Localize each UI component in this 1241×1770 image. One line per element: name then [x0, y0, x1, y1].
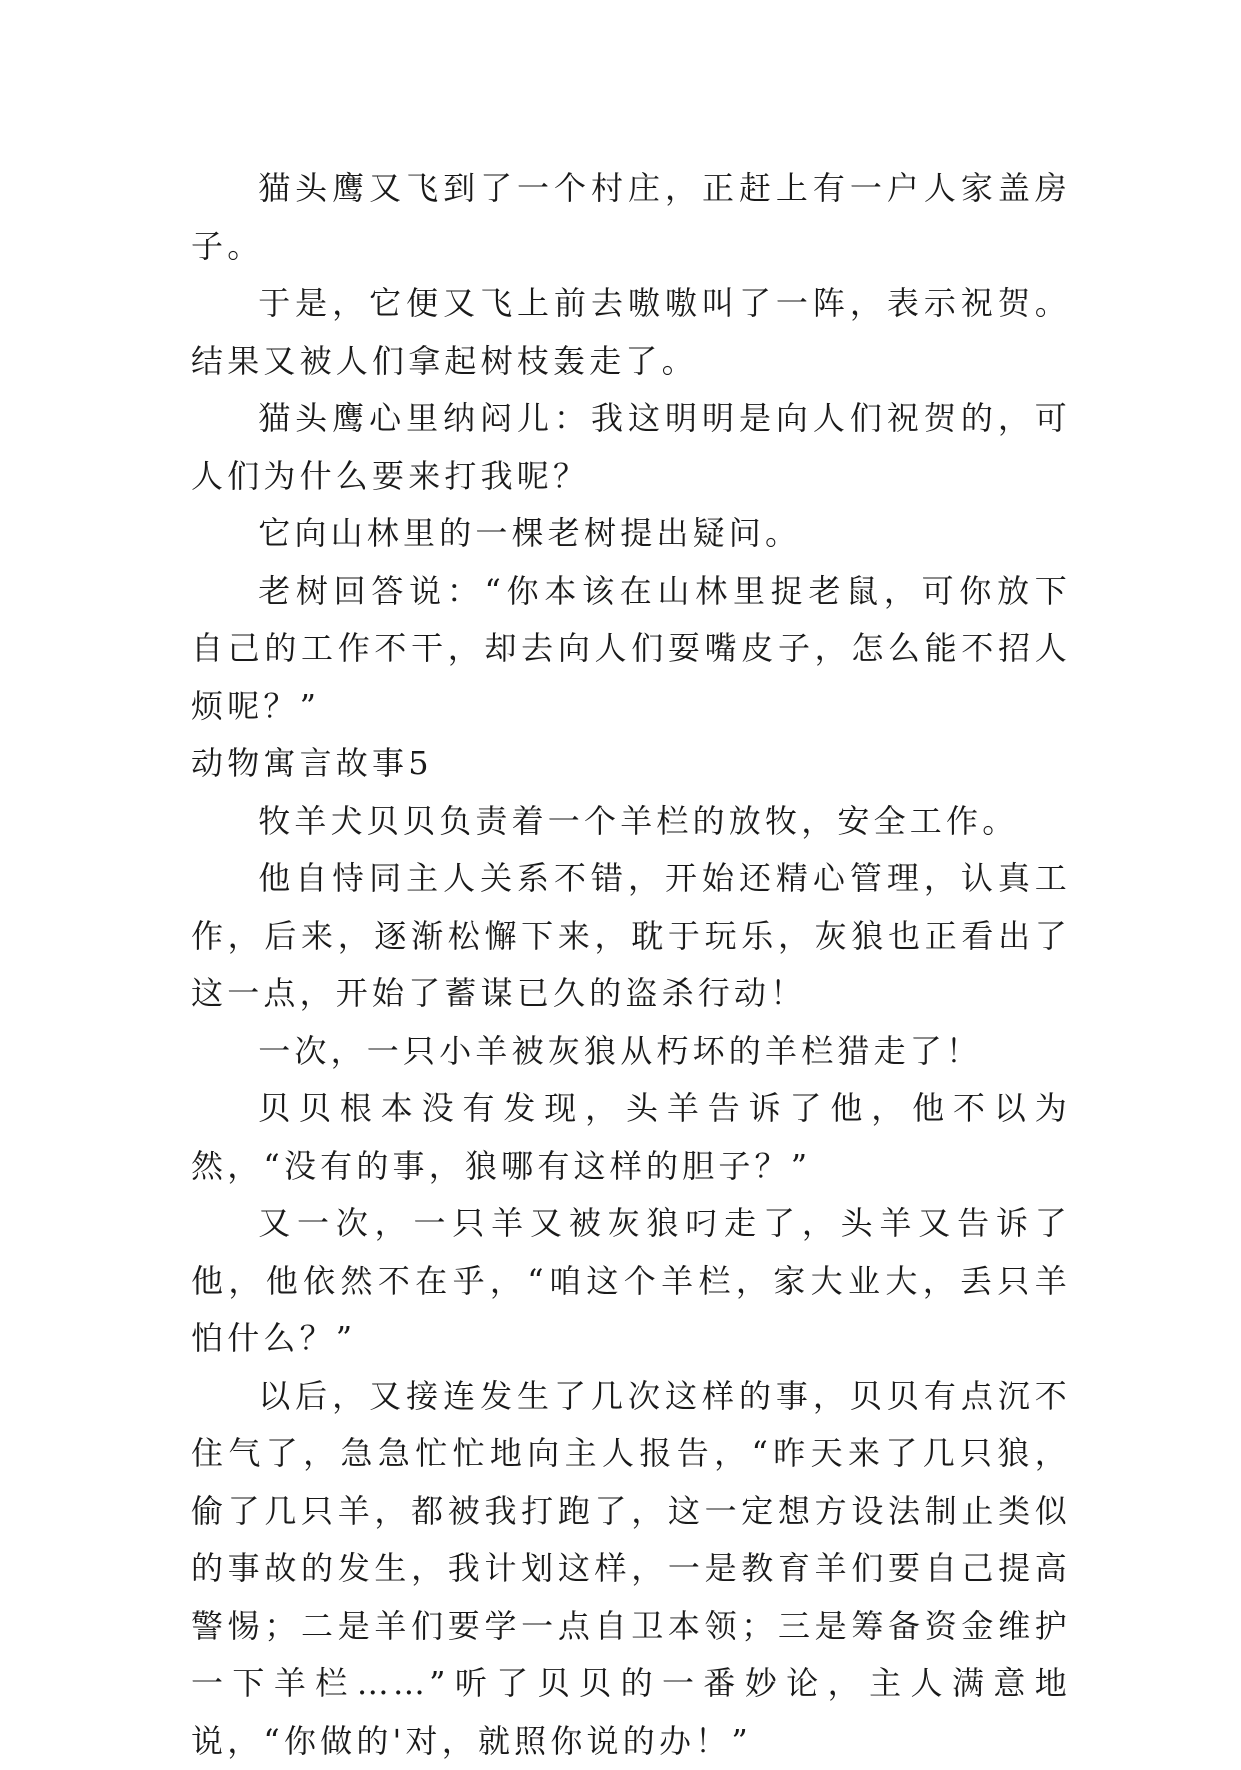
section-heading: 动物寓言故事5 [191, 735, 1071, 793]
paragraph: 又一次，一只羊又被灰狼叼走了，头羊又告诉了他，他依然不在乎，“咱这个羊栏，家大业大，丢只羊怕什么？” [191, 1195, 1071, 1368]
paragraph: 于是，它便又飞上前去嗷嗷叫了一阵，表示祝贺。结果又被人们拿起树枝轰走了。 [191, 275, 1071, 390]
paragraph: 贝贝根本没有发现，头羊告诉了他，他不以为然，“没有的事，狼哪有这样的胆子？” [191, 1080, 1071, 1195]
paragraph: 牧羊犬贝贝负责着一个羊栏的放牧，安全工作。 [191, 793, 1071, 851]
paragraph: 老树回答说：“你本该在山林里捉老鼠，可你放下自己的工作不干，却去向人们耍嘴皮子，怎么能不招人烦呢？” [191, 563, 1071, 736]
document-body [191, 160, 1071, 1770]
paragraph: 他自恃同主人关系不错，开始还精心管理，认真工作，后来，逐渐松懈下来，耽于玩乐，灰狼也正看出了这一点，开始了蓄谋已久的盗杀行动！ [191, 850, 1071, 1023]
paragraph: 以后，又接连发生了几次这样的事，贝贝有点沉不住气了，急急忙忙地向主人报告，“昨天来了几只狼，偷了几只羊，都被我打跑了，这一定想方设法制止类似的事故的发生，我计划这样，一是教育羊们要自己提高警惕；二是羊们要学一点自卫本领；三是筹备资金维护一下羊栏……”听了贝贝的一番妙论，主人满意地说，“你做的'对，就照你说的办！” [191, 1368, 1071, 1770]
paragraph: 猫头鹰心里纳闷儿：我这明明是向人们祝贺的，可人们为什么要来打我呢？ [191, 390, 1071, 505]
paragraph: 它向山林里的一棵老树提出疑问。 [191, 505, 1071, 563]
paragraph: 猫头鹰又飞到了一个村庄，正赶上有一户人家盖房子。 [191, 160, 1071, 275]
paragraph: 一次，一只小羊被灰狼从朽坏的羊栏猎走了！ [191, 1023, 1071, 1081]
